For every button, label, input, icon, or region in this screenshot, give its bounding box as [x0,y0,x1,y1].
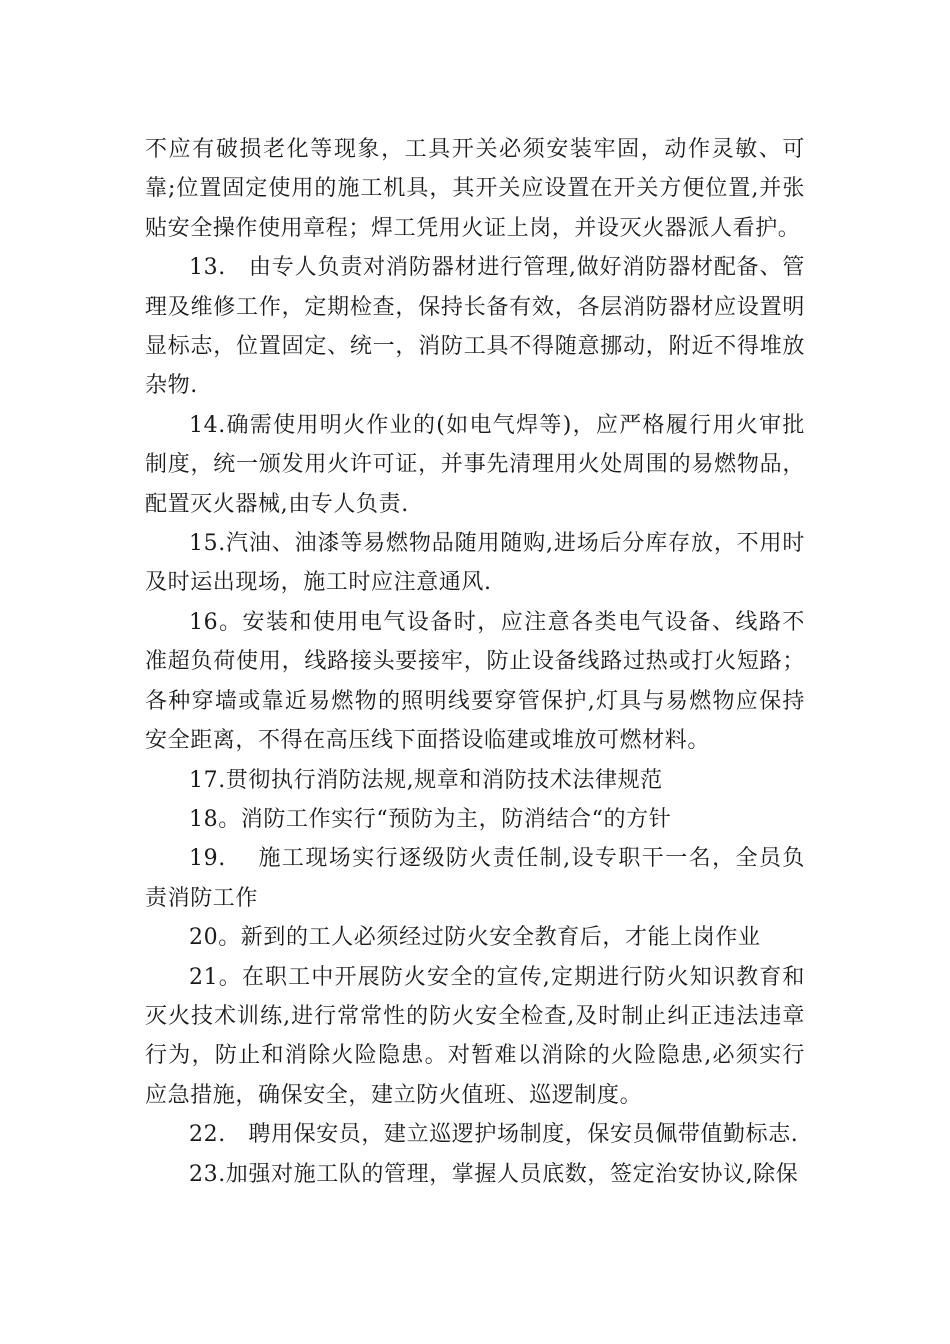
paragraph-item-19: 19. 施工现场实行逐级防火责任制,设专职干一名，全员负责消防工作 [145,846,805,911]
paragraph-item-14: 14.确需使用明火作业的(如电气焊等)，应严格履行用火审批制度，统一颁发用火许可证，并事先清理用火处周围的易燃物品，配置灭火器械,由专人负责. [145,412,805,517]
paragraph-item-13: 13. 由专人负责对消防器材进行管理,做好消防器材配备、管理及维修工作，定期检查，保持长备有效，各层消防器材应设置明显标志，位置固定、统一，消防工具不得随意挪动，附近不得堆放杂物. [145,255,805,399]
paragraph-item-23: 23.加强对施工队的管理，掌握人员底数，签定治安协议,除保 [189,1161,799,1187]
paragraph-item-15: 15.汽油、油漆等易燃物品随用随购,进场后分库存放，不用时及时运出现场，施工时应注意通风. [145,531,805,596]
document-body [145,130,805,1194]
paragraph-item-20: 20。新到的工人必须经过防火安全教育后，才能上岗作业 [189,925,761,951]
paragraph-continuation: 不应有破损老化等现象，工具开关必须安装牢固，动作灵敏、可靠;位置固定使用的施工机具，其开关应设置在开关方便位置,并张贴安全操作使用章程；焊工凭用火证上岗，并设灭火器派人看护。 [145,137,805,241]
paragraph-item-17: 17.贯彻执行消防法规,规章和消防技术法律规范 [189,767,663,793]
paragraph-item-22: 22. 聘用保安员，建立巡逻护场制度，保安员佩带值勤标志. [189,1122,799,1148]
paragraph-item-18: 18。消防工作实行“预防为主，防消结合“的方针 [189,806,672,832]
paragraph-item-21: 21。在职工中开展防火安全的宣传,定期进行防火知识教育和灭火技术训练,进行常常性的防火安全检查,及时制止纠正违法违章行为，防止和消除火险隐患。对暂难以消除的火险隐患,必须实行应急措施，确保安全，建立防火值班、巡逻制度。 [145,964,805,1108]
paragraph-item-16: 16。安装和使用电气设备时，应注意各类电气设备、线路不准超负荷使用，线路接头要接牢，防止设备线路过热或打火短路；各种穿墙或靠近易燃物的照明线要穿管保护,灯具与易燃物应保持安全距离，不得在高压线下面搭设临建或堆放可燃材料。 [145,609,805,754]
